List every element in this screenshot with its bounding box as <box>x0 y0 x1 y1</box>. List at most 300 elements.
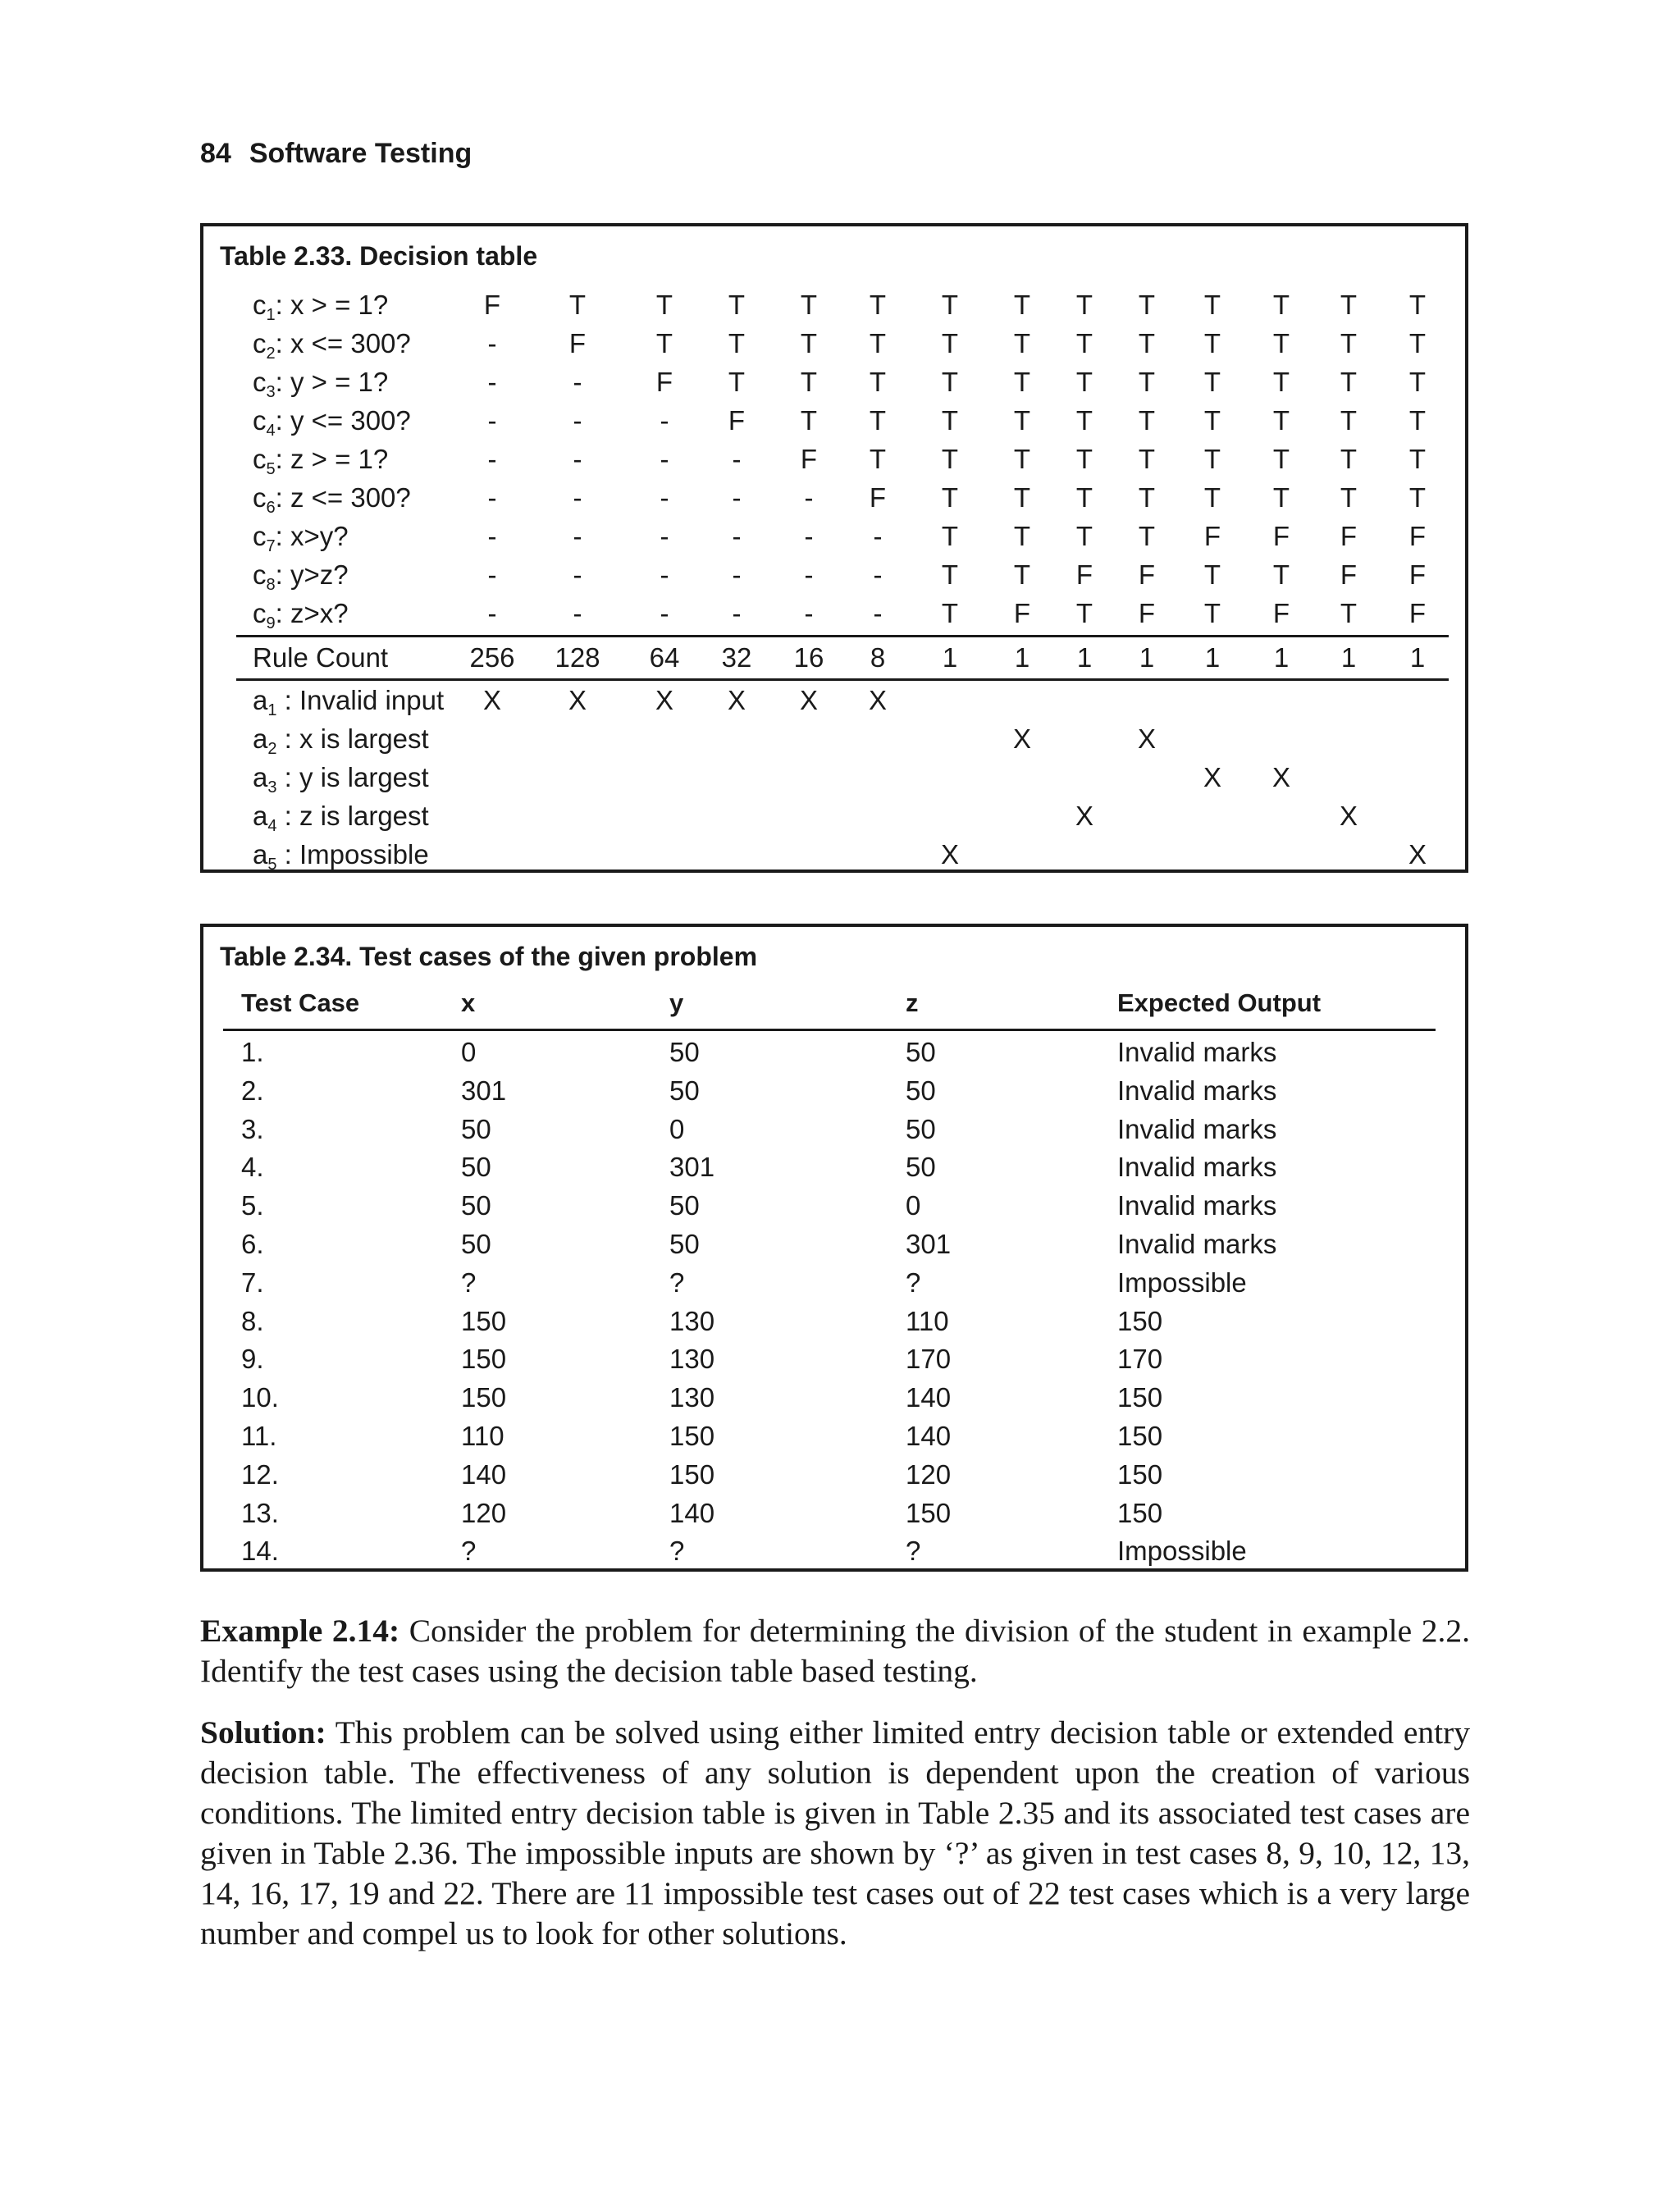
condition-cell: T <box>800 367 818 397</box>
condition-cell: T <box>1138 328 1156 358</box>
condition-prefix: c <box>253 559 267 590</box>
condition-cell: F <box>1340 559 1358 590</box>
condition-text: : x>y? <box>275 521 349 551</box>
condition-subscript: 5 <box>266 460 276 478</box>
condition-text: : z>x? <box>275 598 349 628</box>
condition-cell: F <box>800 444 818 474</box>
action-subscript: 5 <box>267 856 277 874</box>
table-cell: 110 <box>461 1420 504 1451</box>
condition-cell: T <box>1013 290 1031 320</box>
condition-cell: F <box>1203 521 1221 551</box>
condition-cell: T <box>1203 598 1221 628</box>
action-cell: X <box>1075 801 1093 831</box>
condition-cell: T <box>1408 290 1427 320</box>
table-cell: 6. <box>241 1228 264 1259</box>
action-cell: X <box>868 685 887 715</box>
action-cell: X <box>940 839 959 870</box>
condition-cell: T <box>1340 482 1358 513</box>
action-cell: X <box>1137 723 1156 754</box>
action-cell: X <box>1012 723 1031 754</box>
action-prefix: a <box>253 685 268 715</box>
caption-label: Table 2.34. <box>220 942 353 971</box>
table-cell: 150 <box>1117 1458 1163 1490</box>
table-cell: 1. <box>241 1037 264 1067</box>
table-cell: 7. <box>241 1267 264 1298</box>
condition-subscript: 1 <box>266 306 276 324</box>
action-cell: X <box>1408 839 1427 870</box>
condition-label <box>253 363 388 401</box>
header-y: y <box>669 988 684 1017</box>
condition-cell: T <box>1138 405 1156 436</box>
condition-text: : x > = 1? <box>275 290 389 320</box>
table-cell: 140 <box>906 1382 952 1413</box>
condition-cell: T <box>941 328 959 358</box>
action-row <box>236 719 1450 758</box>
condition-cell: F <box>1138 598 1156 628</box>
condition-prefix: c <box>253 598 267 628</box>
action-text: : x is largest <box>276 723 429 754</box>
test-case-table-caption <box>220 942 757 972</box>
condition-cell: T <box>1203 482 1221 513</box>
solution-text: This problem can be solved using either limited entry decision table or extended entry decision table. The effectiveness of any solution is dependent upon the creation of various conditions. The limited entry decision table is given in Table 2.35 and its associated test cases are given in Table 2.36. The impossible inputs are shown by ‘?’ as given in test cases 8, 9, 10, 12, 13, 14, 16, 17, 19 and 22. There are 11 impossible test cases out of 22 test cases which is a very large number and compel us to look for other solutions. <box>200 1714 1470 1951</box>
book-title: Software Testing <box>249 138 472 169</box>
condition-cell: T <box>1272 559 1290 590</box>
condition-cell: T <box>1340 598 1358 628</box>
table-row <box>223 1034 1436 1072</box>
condition-cell: T <box>1075 405 1093 436</box>
table-cell: 50 <box>669 1228 700 1259</box>
condition-cell: - <box>487 559 497 590</box>
rule-count-cell: 1 <box>1340 642 1357 673</box>
condition-cell: - <box>660 482 669 513</box>
action-cell: X <box>799 685 818 715</box>
rule-count-cell: 32 <box>721 642 752 673</box>
table-cell: 150 <box>1117 1382 1163 1413</box>
condition-cell: T <box>728 367 746 397</box>
table-cell: ? <box>669 1267 685 1298</box>
rule-count-cell: 1 <box>1204 642 1221 673</box>
action-cell: X <box>727 685 746 715</box>
condition-cell: - <box>573 367 582 397</box>
condition-cell: F <box>1013 598 1031 628</box>
table-row <box>223 1340 1436 1379</box>
condition-cell: - <box>573 482 582 513</box>
condition-cell: T <box>1272 444 1290 474</box>
condition-cell: - <box>732 598 742 628</box>
action-subscript: 2 <box>267 740 277 758</box>
table-cell: 130 <box>669 1344 715 1375</box>
table-row <box>223 1532 1436 1571</box>
table-cell: 50 <box>669 1190 700 1221</box>
table-cell: 301 <box>669 1152 715 1183</box>
condition-cell: T <box>941 559 959 590</box>
condition-cell: - <box>487 444 497 474</box>
condition-subscript: 3 <box>266 383 276 401</box>
decision-table-caption <box>220 241 537 272</box>
condition-cell: - <box>804 521 814 551</box>
condition-cell: T <box>1340 444 1358 474</box>
rule-count-row-wrap <box>236 638 1450 677</box>
table-cell: 150 <box>1117 1497 1163 1528</box>
condition-cell: T <box>1075 367 1093 397</box>
test-case-header-row <box>223 983 1436 1024</box>
action-cell: X <box>482 685 501 715</box>
condition-cell: T <box>1203 328 1221 358</box>
condition-text: : y>z? <box>275 559 349 590</box>
condition-prefix: c <box>253 405 267 436</box>
table-cell: ? <box>461 1536 477 1567</box>
table-cell: 150 <box>669 1420 715 1451</box>
rule-count-label: Rule Count <box>253 642 389 673</box>
condition-prefix: c <box>253 367 267 397</box>
table-cell: Invalid marks <box>1117 1152 1277 1183</box>
rule-count-row <box>236 638 1450 677</box>
condition-cell: T <box>1272 290 1290 320</box>
condition-cell: T <box>1340 290 1358 320</box>
test-case-header-divider <box>223 1029 1436 1031</box>
condition-row <box>236 401 1450 440</box>
condition-label <box>253 285 388 324</box>
table-row <box>223 1379 1436 1417</box>
condition-cell: - <box>732 444 742 474</box>
action-cell: X <box>1271 762 1290 792</box>
condition-cell: - <box>873 559 883 590</box>
condition-cell: T <box>655 328 673 358</box>
condition-cell: F <box>1272 598 1290 628</box>
condition-subscript: 6 <box>266 499 276 517</box>
condition-text: : y > = 1? <box>275 367 389 397</box>
condition-cell: T <box>1272 482 1290 513</box>
table-cell: 50 <box>906 1037 936 1067</box>
action-label <box>253 681 444 719</box>
condition-cell: - <box>873 521 883 551</box>
condition-text: : x <= 300? <box>275 328 411 358</box>
action-prefix: a <box>253 801 268 831</box>
condition-cell: F <box>1408 598 1427 628</box>
rule-count-cell: 128 <box>555 642 600 673</box>
condition-cell: F <box>869 482 887 513</box>
table-cell: 150 <box>1117 1420 1163 1451</box>
condition-cell: - <box>873 598 883 628</box>
table-cell: 120 <box>461 1497 507 1528</box>
condition-cell: - <box>487 598 497 628</box>
condition-cell: T <box>1272 328 1290 358</box>
condition-cell: T <box>800 405 818 436</box>
action-row <box>236 835 1450 874</box>
action-row <box>236 681 1450 719</box>
table-cell: Invalid marks <box>1117 1190 1277 1221</box>
header-x: x <box>461 988 476 1017</box>
condition-row <box>236 555 1450 594</box>
table-cell: Invalid marks <box>1117 1228 1277 1259</box>
table-cell: 50 <box>669 1037 700 1067</box>
rule-count-cell: 1 <box>1014 642 1030 673</box>
action-cell: X <box>1339 801 1358 831</box>
condition-text: : z > = 1? <box>275 444 389 474</box>
condition-cell: T <box>869 367 887 397</box>
condition-cell: F <box>655 367 673 397</box>
header-expected-output: Expected Output <box>1117 988 1322 1017</box>
condition-label <box>253 517 349 555</box>
condition-cell: - <box>487 328 497 358</box>
condition-row <box>236 285 1450 324</box>
condition-cell: T <box>941 444 959 474</box>
condition-cell: T <box>800 328 818 358</box>
condition-cell: - <box>487 367 497 397</box>
table-cell: Invalid marks <box>1117 1037 1277 1067</box>
table-cell: 11. <box>241 1420 277 1451</box>
condition-cell: - <box>487 405 497 436</box>
condition-cell: T <box>1408 482 1427 513</box>
condition-cell: T <box>941 521 959 551</box>
condition-cell: - <box>804 559 814 590</box>
table-cell: Impossible <box>1117 1267 1247 1298</box>
rule-count-cell: 1 <box>1076 642 1093 673</box>
condition-prefix: c <box>253 290 267 320</box>
table-cell: 150 <box>461 1382 507 1413</box>
condition-cell: - <box>573 598 582 628</box>
table-cell: 5. <box>241 1190 264 1221</box>
condition-cell: T <box>1203 444 1221 474</box>
condition-cell: - <box>732 559 742 590</box>
condition-cell: T <box>1075 521 1093 551</box>
condition-cell: F <box>1408 521 1427 551</box>
condition-cell: F <box>728 405 746 436</box>
condition-subscript: 4 <box>266 422 276 440</box>
condition-cell: T <box>1408 405 1427 436</box>
rule-count-cell: 1 <box>1139 642 1155 673</box>
table-cell: 12. <box>241 1458 279 1490</box>
table-row <box>223 1264 1436 1303</box>
condition-cell: T <box>1013 328 1031 358</box>
table-cell: 110 <box>906 1305 949 1336</box>
action-label <box>253 719 429 758</box>
table-cell: 50 <box>461 1228 491 1259</box>
table-cell: ? <box>461 1267 477 1298</box>
table-cell: 50 <box>669 1075 700 1106</box>
action-text: : Impossible <box>276 839 429 870</box>
condition-cell: T <box>1013 405 1031 436</box>
table-cell: 150 <box>906 1497 952 1528</box>
condition-cell: T <box>1272 405 1290 436</box>
condition-cell: - <box>732 521 742 551</box>
action-cell: X <box>568 685 587 715</box>
condition-cell: F <box>1408 559 1427 590</box>
solution-paragraph <box>200 1713 1470 1954</box>
action-subscript: 3 <box>267 778 277 796</box>
action-cell: X <box>655 685 673 715</box>
action-text: : Invalid input <box>276 685 445 715</box>
table-cell: 50 <box>461 1113 491 1144</box>
condition-cell: T <box>941 290 959 320</box>
condition-label <box>253 440 388 478</box>
condition-row <box>236 440 1450 478</box>
condition-cell: T <box>1203 367 1221 397</box>
condition-cell: T <box>1203 290 1221 320</box>
rule-count-cell: 64 <box>649 642 680 673</box>
table-cell: 301 <box>461 1075 507 1106</box>
table-cell: 150 <box>461 1344 507 1375</box>
table-cell: ? <box>906 1536 921 1567</box>
condition-cell: T <box>1075 598 1093 628</box>
table-cell: 10. <box>241 1382 279 1413</box>
condition-cell: T <box>1408 444 1427 474</box>
condition-cell: F <box>1272 521 1290 551</box>
condition-cell: F <box>483 290 501 320</box>
table-cell: 120 <box>906 1458 952 1490</box>
condition-cell: F <box>1075 559 1093 590</box>
condition-cell: - <box>660 598 669 628</box>
table-cell: 14. <box>241 1536 279 1567</box>
table-row <box>223 1226 1436 1264</box>
condition-row <box>236 363 1450 401</box>
table-cell: 301 <box>906 1228 952 1259</box>
running-header <box>200 138 472 170</box>
condition-cell: - <box>660 559 669 590</box>
condition-cell: T <box>1340 367 1358 397</box>
table-cell: 50 <box>906 1113 936 1144</box>
condition-cell: - <box>660 444 669 474</box>
condition-cell: T <box>1272 367 1290 397</box>
condition-cell: T <box>1138 482 1156 513</box>
caption-label: Table 2.33. <box>220 241 353 271</box>
condition-cell: - <box>573 559 582 590</box>
table-cell: 4. <box>241 1152 264 1183</box>
table-cell: 0 <box>669 1113 685 1144</box>
condition-row <box>236 594 1450 632</box>
table-cell: 150 <box>669 1458 715 1490</box>
condition-cell: - <box>573 521 582 551</box>
table-row <box>223 1495 1436 1533</box>
action-text: : z is largest <box>276 801 429 831</box>
decision-table-box <box>200 223 1468 873</box>
table-cell: 3. <box>241 1113 264 1144</box>
condition-cell: T <box>1408 328 1427 358</box>
caption-text: Test cases of the given problem <box>359 942 758 971</box>
solution-label: Solution: <box>200 1714 326 1750</box>
table-row <box>223 1303 1436 1341</box>
table-cell: Invalid marks <box>1117 1113 1277 1144</box>
action-subscript: 1 <box>267 701 277 719</box>
condition-cell: T <box>1075 444 1093 474</box>
table-cell: 2. <box>241 1075 264 1106</box>
table-cell: 170 <box>906 1344 952 1375</box>
condition-cell: T <box>800 290 818 320</box>
action-label <box>253 796 429 835</box>
condition-cell: T <box>941 367 959 397</box>
condition-cell: T <box>1203 559 1221 590</box>
table-cell: 150 <box>1117 1305 1163 1336</box>
example-label: Example 2.14: <box>200 1613 400 1649</box>
table-cell: 50 <box>906 1152 936 1183</box>
example-text: Consider the problem for determining the division of the student in example 2.2. Identify the test cases using the decision table based testing. <box>200 1613 1470 1689</box>
table-cell: 130 <box>669 1382 715 1413</box>
condition-cell: T <box>1013 367 1031 397</box>
header-test-case: Test Case <box>241 988 360 1017</box>
rule-count-cell: 256 <box>469 642 515 673</box>
table-cell: ? <box>906 1267 921 1298</box>
condition-cell: - <box>804 482 814 513</box>
condition-label <box>253 324 411 363</box>
action-text: : y is largest <box>276 762 429 792</box>
condition-subscript: 9 <box>266 614 276 632</box>
condition-cell: T <box>941 405 959 436</box>
condition-cell: T <box>1340 405 1358 436</box>
action-row <box>236 758 1450 796</box>
table-cell: 150 <box>461 1305 507 1336</box>
condition-subscript: 8 <box>266 576 276 594</box>
test-case-table-box <box>200 924 1468 1572</box>
condition-cell: T <box>1075 328 1093 358</box>
condition-cell: T <box>1075 482 1093 513</box>
condition-cell: - <box>573 405 582 436</box>
table-row <box>223 1072 1436 1111</box>
condition-prefix: c <box>253 444 267 474</box>
table-cell: 140 <box>669 1497 715 1528</box>
action-cell: X <box>1203 762 1221 792</box>
condition-cell: T <box>1013 482 1031 513</box>
condition-cell: T <box>869 290 887 320</box>
condition-cell: T <box>1340 328 1358 358</box>
condition-subscript: 2 <box>266 345 276 363</box>
condition-cell: - <box>487 482 497 513</box>
header-z: z <box>906 988 919 1017</box>
table-cell: 0 <box>461 1037 477 1067</box>
table-cell: 9. <box>241 1344 264 1375</box>
table-row <box>223 1148 1436 1187</box>
table-cell: 0 <box>906 1190 921 1221</box>
table-row <box>223 1456 1436 1495</box>
condition-cell: F <box>568 328 587 358</box>
table-cell: 13. <box>241 1497 279 1528</box>
condition-cell: T <box>728 328 746 358</box>
action-label <box>253 758 429 796</box>
example-paragraph <box>200 1611 1470 1691</box>
condition-prefix: c <box>253 328 267 358</box>
condition-row <box>236 478 1450 517</box>
condition-cell: T <box>1013 521 1031 551</box>
condition-cell: - <box>660 405 669 436</box>
condition-subscript: 7 <box>266 537 276 555</box>
condition-label <box>253 594 349 632</box>
table-cell: ? <box>669 1536 685 1567</box>
action-rows <box>236 681 1450 874</box>
condition-cell: - <box>804 598 814 628</box>
table-cell: 140 <box>906 1420 952 1451</box>
test-case-rows <box>223 1034 1436 1571</box>
condition-cell: T <box>568 290 587 320</box>
condition-prefix: c <box>253 482 267 513</box>
condition-rows <box>236 285 1450 632</box>
rule-count-cell: 16 <box>793 642 824 673</box>
table-cell: 170 <box>1117 1344 1163 1375</box>
condition-cell: T <box>869 328 887 358</box>
condition-cell: T <box>869 444 887 474</box>
condition-cell: T <box>941 482 959 513</box>
condition-cell: - <box>732 482 742 513</box>
condition-cell: F <box>1138 559 1156 590</box>
condition-cell: F <box>1340 521 1358 551</box>
condition-label <box>253 401 411 440</box>
action-row <box>236 796 1450 835</box>
condition-cell: T <box>869 405 887 436</box>
rule-count-cell: 1 <box>1409 642 1426 673</box>
condition-cell: T <box>1013 559 1031 590</box>
table-cell: Invalid marks <box>1117 1075 1277 1106</box>
rule-count-cell: 1 <box>942 642 958 673</box>
table-cell: 8. <box>241 1305 264 1336</box>
condition-prefix: c <box>253 521 267 551</box>
